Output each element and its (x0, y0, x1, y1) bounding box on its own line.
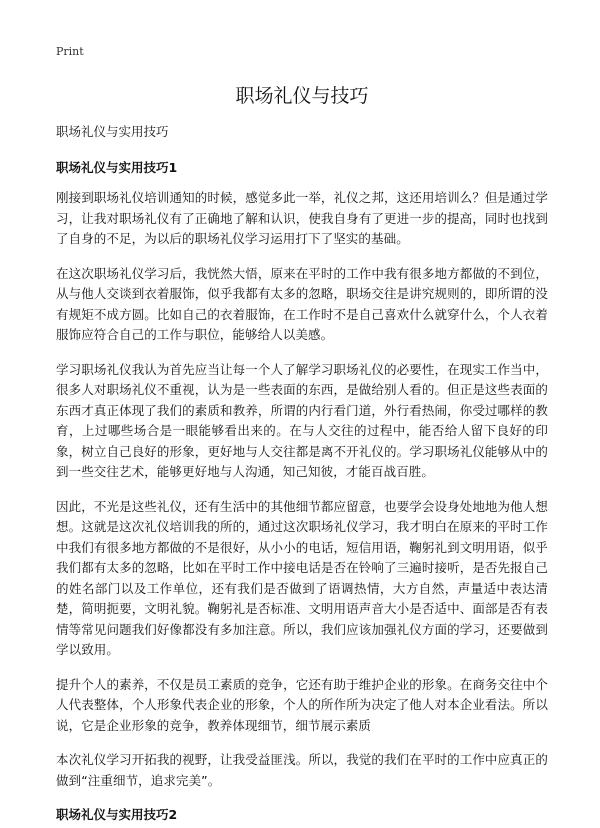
paragraph-2: 在这次职场礼仪学习后，我恍然大悟，原来在平时的工作中我有很多地方都做的不到位，从与他人交谈到衣着服饰，似乎我都有太多的忽略，职场交往是讲究规则的，即所谓的没有规矩不成方圆。比如自己的衣着服饰，在工作时不是自己喜欢什么就穿什么，个人衣着服饰应符合自己的工作与职位，能够给人以美感。 (56, 265, 548, 342)
section-heading-2: 职场礼仪与实用技巧2 (56, 807, 178, 822)
paragraph-3: 学习职场礼仪我认为首先应当让每一个人了解学习职场礼仪的必要性，在现实工作当中，很多人对职场礼仪不重视，认为是一些表面的东西，是做给别人看的。但正是这些表面的东西才真正体现了我们的素质和教养，所谓的内行看门道，外行看热闹，你受过哪样的教育，上过哪些场合是一眼能够看出来的。在与人交往的过程中，能否给人留下良好的印象，树立自己良好的形象，更好地与人交往都是离不开礼仪的。学习职场礼仪能够从中的到一些交往艺术，能够更好地与人沟通，知己知彼，才能百战百胜。 (56, 361, 548, 479)
paragraph-5: 提升个人的素养，不仅是员工素质的竞争，它还有助于维护企业的形象。在商务交往中个人代表整体，个人形象代表企业的形象，个人的所作所为决定了他人对本企业看法。所以说，它是企业形象的竞争，教养体现细节，细节展示素质 (56, 676, 548, 733)
page-title: 职场礼仪与技巧 (235, 85, 369, 107)
paragraph-4: 因此，不光是这些礼仪，还有生活中的其他细节都应留意，也要学会设身处地地为他人想想。这就是这次礼仪培训我的所的，通过这次职场礼仪学习，我才明白在原来的平时工作中我们有很多地方都做的不是很好，从小小的电话，短信用语，鞠躬礼到文明用语，似乎我们都有太多的忽略，比如在平时工作中接电话是否在铃响了三遍时接听，是否先报自己的姓名部门以及工作单位，还有我们是否做到了语调热情，大方自然，声量适中表达清楚，简明扼要，文明礼貌。鞠躬礼是否标准、文明用语声音大小是否适中、面部是否有表情等常见问题我们好像都没有多加注意。所以，我们应该加强礼仪方面的学习，还要做到学以致用。 (56, 498, 548, 657)
paragraph-6: 本次礼仪学习开拓我的视野，让我受益匪浅。所以，我觉的我们在平时的工作中应真正的做到“注重细节，追求完美”。 (56, 752, 548, 788)
paragraph-1: 刚接到职场礼仪培训通知的时候，感觉多此一举，礼仪之邦，这还用培训么？但是通过学习，让我对职场礼仪有了正确地了解和认识，使我自身有了更进一步的提高，同时也找到了自身的不足，为以后的职场礼仪学习运用打下了坚实的基础。 (56, 190, 548, 246)
document-subtitle: 职场礼仪与实用技巧 (56, 124, 169, 139)
section-heading-1: 职场礼仪与实用技巧1 (56, 160, 178, 175)
print-link[interactable]: Print (56, 45, 84, 58)
